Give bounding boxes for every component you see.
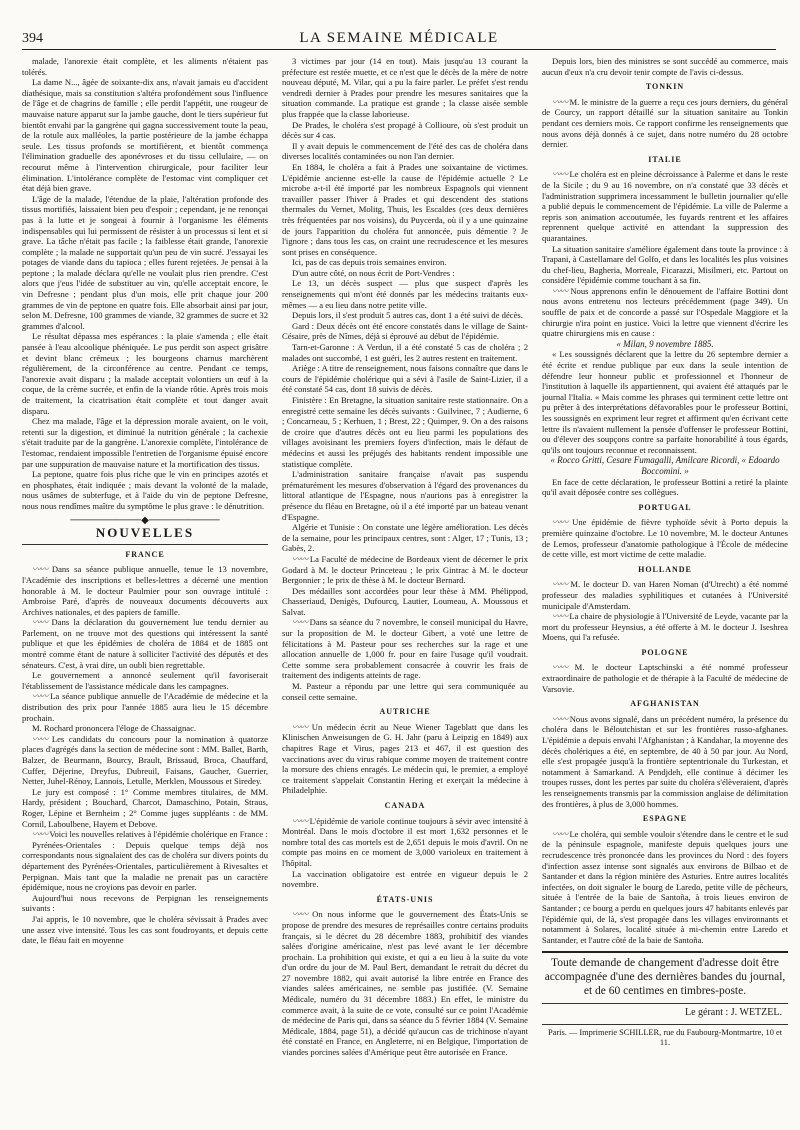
- column-middle: [282, 56, 528, 1130]
- news-mark-icon: 〰〰: [552, 169, 568, 180]
- paragraph: Chez ma malade, l'âge et la dépression morale avaient, on le voit, retenti sur la digestion, et diminué la nutrition générale ; la cachexie s'était traduite par de la gangrène. L'anorexie complète, l'intolérance de l'estomac, rendaient impossible l'entretien de l'organisme épuisé encore par une suppuration de mauvaise nature et la mortification des tissus.: [22, 416, 268, 469]
- address-change-notice: Toute demande de changement d'adresse doit être accompagnée d'une des dernières bandes du journal, et de 60 centimes en timbres-poste.: [544, 957, 786, 997]
- running-header: [22, 30, 776, 50]
- news-mark-icon: 〰〰: [292, 553, 308, 564]
- paragraph: La situation sanitaire s'améliore également dans toute la province : à Trapani, à Castellamare del Golfo, et dans les localités les plus voisines du chef-lieu, Bagheria, Morreale, Ficarazzi, Misilmeri, etc. Partout on considère l'épidémie comme touchant à sa fin.: [542, 243, 788, 286]
- paragraph: 〰〰 M. le ministre de la guerre a reçu ces jours derniers, du général de Courcy, un rapport détaillé sur la situation sanitaire au Tonkin pendant ces derniers mois. Ce rapport confirme les renseignements que nous avons déjà donnés à ce sujet, dans notre numéro du 28 octobre dernier.: [542, 96, 788, 150]
- news-mark-icon: 〰〰: [552, 713, 568, 724]
- paragraph: En 1884, le choléra a fait à Prades une soixantaine de victimes. L'épidémie ancienne est-elle la cause de l'épidémie actuelle ? Le microbe a-t-il été importé par les nombreux Espagnols qui viennent travailler passer l'hiver à Prades et qui descendent des stations thermales du Vernet, Molitg, Thuis, les Escaldes (ces deux dernières très fréquentées par nos voisins), du Puycerda, où il y a une quinzaine de jours l'apparition du choléra fut annoncée, puis démentie ? Je l'ignore ; dans tous les cas, on craint une recrudescence et les mesures sont prises en conséquence.: [282, 161, 528, 257]
- paragraph: En face de cette déclaration, le professeur Bottini a retiré la plainte qu'il avait déposée contre ses collègues.: [542, 476, 788, 498]
- paragraph: Le 13, un décès suspect — plus que suspect d'après les renseignements qui m'ont été donnés par les médecins traitants eux-mêmes — a eu lieu dans notre petite ville.: [282, 278, 528, 310]
- news-mark-icon: 〰〰: [552, 662, 568, 673]
- paragraph: 3 victimes par jour (14 en tout). Mais jusqu'au 13 courant la préfecture est restée muette, et ce n'est que le décès de la mère de notre nouveau député, M. Vilar, qui a pu la faire parler. Le préfet s'est rendu vendredi dernier à Prades pour prendre les mesures sanitaires que la situation commande. La pratique est grande ; la classe aisée semble plus frappée que la classe laborieuse.: [282, 56, 528, 119]
- letter-signatures: « Rocco Gritti, Cesare Fumagalli, Amilcare Ricordi, « Edoardo Boccomini. »: [550, 455, 780, 476]
- news-mark-icon: 〰〰: [32, 691, 48, 702]
- news-mark-icon: 〰〰: [32, 564, 48, 575]
- paragraph: M. Rochard prononcera l'éloge de Chassaignac.: [32, 723, 197, 734]
- heading-portugal: PORTUGAL: [638, 502, 692, 512]
- heading-italie: ITALIE: [648, 154, 682, 164]
- paragraph: Finistère : En Bretagne, la situation sanitaire reste stationnaire. On a enregistré cette semaine les décès suivants : Guilvinec, 7 ; Audierne, 6 ; Concarneau, 5 ; Kerhuen, 1 ; Brest, 22 ; Quimper, 9. On a des raisons de croire que d'autres décès ont eu lieu parmi les populations des villages avoisinant les premiers foyers d'infection, mais le défaut de médecins et aussi les préjugés des habitants rendent impossible une statistique complète.: [282, 395, 528, 469]
- paragraph: 〰〰 L'épidémie de variole continue toujours à sévir avec intensité à Montréal. Dans le mois d'octobre il est mort 1,632 personnes et le nombre total des cas mortels est de 2,651 depuis le mois d'avril. On ne compte pas moins en ce moment de 3,000 varioleux en traitement à l'hôpital.: [282, 815, 528, 868]
- paragraph: 〰〰 Dans la déclaration du gouvernement lue tendu dernier au Parlement, on ne trouve mot des questions qui intéressent la santé publique et que les épidémies de choléra de 1884 et de 1885 ont montré comme étant de nature à solliciter l'activité des députés et des sénateurs. C'est, à vrai dire, un oubli bien regrettable.: [22, 617, 268, 670]
- paragraph: Ariège : A titre de renseignement, nous faisons connaître que dans le cours de l'épidémie cholérique qui a sévi à l'asile de Saint-Lizier, il a été constaté 54 cas, dont 18 suivis de décès.: [282, 363, 528, 395]
- news-mark-icon: 〰〰: [292, 909, 308, 920]
- paragraph: 〰〰 Dans sa séance du 7 novembre, le conseil municipal du Havre, sur la proposition de M. le docteur Gibert, a voté une lettre de félicitations à M. Pasteur pour ses recherches sur la rage et une allocation annuelle de 1,000 fr. pour en faire l'usage qu'il voudrait. Cette somme sera probablement consacrée à couvrir les frais de traitement des indigents atteints de rage.: [282, 617, 528, 681]
- journal-title: LA SEMAINE MÉDICALE: [299, 30, 499, 46]
- column-right: [542, 56, 788, 1130]
- paragraph: 〰〰 Nous avons signalé, dans un précédent numéro, la présence du choléra dans le Béloutchistan et sur les frontières russo-afghanes. L'épidémie a depuis envahi l'Afghanistan ; à Kandahar, la moyenne des décès cholériques a été, en septembre, de 40 à 50 par jour. Au Nord, elle s'est propagée jusqu'à la frontière septentrionale du Turkestan, et notamment à Samarkand. A Pendjdeh, elle continue à décimer les troupes russes, dont les pertes par suite du choléra s'élèveraient, d'après les renseignements transmis par la commission anglaise de délimitation des frontières, à plus de 3,000 hommes.: [542, 713, 788, 809]
- news-mark-icon: 〰〰: [552, 828, 568, 839]
- paragraph: L'administration sanitaire française n'avait pas suspendu prématurément les mesures d'observation à l'égard des provenances du littoral atlantique de l'Espagne, nous n'aurions pas à enregistrer la présence du fléau en Bretagne, où il a été importé par un bateau venant d'Espagne.: [282, 469, 528, 522]
- paragraph: 〰〰 La chaire de physiologie à l'Université de Leyde, vacante par la mort du professeur Heynsius, a été offerte à M. le docteur J. Iseshrea Moens, qui l'a refusée.: [542, 611, 788, 643]
- page-number: 394: [22, 31, 43, 46]
- heading-canada: CANADA: [384, 800, 426, 810]
- news-mark-icon: 〰〰: [552, 517, 568, 528]
- paragraph: Le gouvernement a annoncé seulement qu'il favoriserait l'établissement de l'assistance médicale dans les campagnes.: [22, 670, 268, 691]
- news-mark-icon: 〰〰: [292, 721, 308, 732]
- paragraph: 〰〰 M. le docteur D. van Haren Noman (d'Utrecht) a été nommé professeur des maladies syphilitiques et cutanées à l'Université municipale d'Amsterdam.: [542, 579, 788, 611]
- paragraph: Depuis lors, il s'est produit 5 autres cas, dont 1 a été suivi de décès.: [292, 310, 523, 321]
- paragraph: 〰〰 Dans sa séance publique annuelle, tenue le 13 novembre, l'Académie des inscriptions et belles-lettres a décerné une mention honorable à M. le docteur Paulmier pour son ouvrage intitulé : Ambroise Paré, d'après de nouveaux documents découverts aux Archives nationales, et des papiers de famille.: [22, 564, 268, 617]
- paragraph: Algérie et Tunisie : On constate une légère amélioration. Les décès de la semaine, pour les principaux centres, sont : Alger, 17 ; Tunis, 13 ; Gabès, 2.: [282, 522, 528, 554]
- divider: [542, 1024, 788, 1025]
- text-columns: [22, 56, 788, 1130]
- section-title-nouvelles: NOUVELLES: [95, 525, 195, 541]
- heading-afghanistan: AFGHANISTAN: [630, 699, 700, 709]
- news-mark-icon: 〰〰: [32, 733, 48, 744]
- ornament-divider: ──────────◆──────────: [70, 514, 220, 526]
- paragraph: Depuis lors, bien des ministres se sont succédé au commerce, mais aucun d'eux n'a cru devoir tenir compte de l'avis ci-dessus.: [542, 56, 788, 77]
- paragraph: M. Pasteur a répondu par une lettre qui sera communiquée au conseil cette semaine.: [282, 681, 528, 702]
- news-mark-icon: 〰〰: [292, 617, 308, 628]
- gerant-line: Le gérant : J. WETZEL.: [684, 1007, 782, 1019]
- paragraph: Il y avait depuis le commencement de l'été des cas de choléra dans diverses localités contaminées ou non l'an dernier.: [282, 140, 528, 162]
- printer-imprint: Paris. — Imprimerie SCHILLER, rue du Faubourg-Montmartre, 10 et 11.: [547, 1027, 783, 1048]
- paragraph: 〰〰 Nous apprenons enfin le dénouement de l'affaire Bottini dont nous avons entretenu nos lecteurs précédemment (page 349). Un souffle de paix et de concorde a passé sur l'Ospedale Maggiore et la chirurgie n'ira point en justice. Voici la lettre que viennent d'écrire les quatre chirurgiens mis en cause :: [542, 285, 788, 339]
- paragraph: L'âge de la malade, l'étendue de la plaie, l'altération profonde des tissus mortifiés, laissaient bien peu d'espoir ; cependant, je ne renonçai pas à la lutte et je songeai à fournir à l'organisme les éléments indispensables qui lui permissent de résister à un processus si lent et si grave. La tâche n'était pas facile ; la faiblesse était grande, l'anorexie complète ; la malade ne supportait qu'un peu de vin sucré. J'essayai les potages de viande dans du tapioca ; elles furent rejetées. Je pensai à la peptone ; la malade déclara qu'elle ne voulait plus rien prendre. C'est alors que j'eus l'idée de substituer au vin, qu'elle acceptait encore, le vin Defresne ; pendant plus d'un mois, elle prit chaque jour 200 grammes de vin de peptone en quatre fois. Elle absorbait ainsi par jour, selon M. Defresne, 100 grammes de viande, 32 grammes de sucre et 32 grammes d'alcool.: [22, 193, 268, 331]
- paragraph: 〰〰 Les candidats du concours pour la nomination à quatorze places d'agrégés dans la section de médecine sont : MM. Ballet, Barth, Balzer, de Beurmann, Bourcy, Brault, Brissaud, Broca, Chauffard, Cuffer, Déjerine, Dreyfus, Dubreuil, Faisans, Gaucher, Guerrier, Netter, Juhel-Rénoy, Lannois, Letulle, Merklen, Moussous et Siredey.: [22, 733, 268, 787]
- letter-body: « Les soussignés déclarent que la lettre du 26 septembre dernier a été écrite et rendue publique par eux dans la seule intention de défendre leur honneur public et professionnel et l'honneur de l'institution à laquelle ils appartiennent, qui avaient été attaqués par le journal l'Italia. « Mais comme les phrases qui terminent cette lettre ont pu prêter à des interprétations défavorables pour le professeur Bottini, les soussignés en expriment leur regret et affirment qu'en écrivant cette lettre ils n'avaient nullement la pensée d'offenser le professeur Bottini, ou d'élever des soupçons contre sa parfaite honorabilité à tous égards, qu'ils ont toujours reconnue et reconnaissent.: [542, 349, 788, 455]
- paragraph: 〰〰 On nous informe que le gouvernement des États-Unis se propose de prendre des mesures de représailles contre certains produits français, si le décret du 28 décembre 1883, prohibitif des viandes salées d'origine américaine, n'est pas levé avant le 1er décembre prochain. La prohibition qui existe, et qui a eu lieu à la suite du vote d'un ordre du jour de M. Paul Bert, demandant le retrait du décret du 27 novembre 1882, qui avait autorisé la libre entrée en France des viandes salées américaines, ne semble pas justifiée. (V. Semaine Médicale, numéro du 31 décembre 1883.) En effet, le ministre du commerce avait, à la suite de ce vote, consulté sur ce point l'Académie de médecine de Paris qui, dans sa séance du 5 février 1884 (V. Semaine Médicale, 1884, page 51), a décidé qu'aucun cas de trichinose n'ayant été constaté en France, en Angleterre, ni en Belgique, l'importation de viandes porcines salées d'Amérique peut être autorisée en France.: [282, 909, 528, 1058]
- paragraph: J'ai appris, le 10 novembre, que le choléra sévissait à Prades avec une assez vive intensité. Tous les cas sont foudroyants, et depuis cette date, le fléau fait en moyenne: [22, 913, 268, 946]
- divider: [542, 1003, 788, 1004]
- heading-tonkin: TONKIN: [645, 82, 685, 92]
- column-left: [22, 56, 268, 1130]
- news-mark-icon: 〰〰: [32, 617, 48, 628]
- paragraph: Le résultat dépassa mes espérances : la plaie s'amenda ; elle était pansée à l'eau alcoolique phéniquée. Le pus perdit son aspect grisâtre et devint blanc crémeux ; les bourgeons charnus marchèrent régulièrement, de la circonférence au centre. Pendant ce temps, l'anorexie avait disparu ; la malade acceptait volontiers un œuf à la coque, de la crème sucrée, et enfin de la viande rôtie. Après trois mois de traitement, la cicatrisation était complète et tout danger avait disparu.: [22, 331, 268, 416]
- news-mark-icon: 〰〰: [552, 579, 568, 590]
- paragraph: 〰〰 Le choléra est en pleine décroissance à Palerme et dans le reste de la Sicile ; du 9 au 16 novembre, on n'a constaté que 33 décès et l'administration supprimera incessamment le bulletin journalier qu'elle a publié depuis le commencement de l'épidémie. La ville de Palerme a repris son animation accoutumée, les fuyards rentrent et les affaires reprennent quelque activité en attendant la suppression des quarantaines.: [542, 169, 788, 243]
- news-mark-icon: 〰〰: [552, 611, 568, 622]
- divider: [542, 951, 788, 953]
- heading-autriche: AUTRICHE: [379, 707, 431, 717]
- heading-espagne: ESPAGNE: [642, 814, 688, 824]
- heading-etats-unis: ÉTATS-UNIS: [376, 894, 434, 904]
- paragraph: 〰〰 M. le docteur Laptschinski a été nommé professeur extraordinaire de pathologie et de thérapie à la Faculté de médecine de Varsovie.: [542, 662, 788, 694]
- paragraph: 〰〰 La Faculté de médecine de Bordeaux vient de décerner le prix Godard à M. le docteur Princeteau ; le prix Gintrac à M. le docteur Bergonnier ; le prix de thèse à M. le docteur Bernard.: [282, 553, 528, 586]
- paragraph: 〰〰 La séance publique annuelle de l'Académie de médecine et la distribution des prix pour l'année 1885 aura lieu le 15 décembre prochain.: [22, 691, 268, 723]
- paragraph: 〰〰 Une épidémie de fièvre typhoïde sévit à Porto depuis la première quinzaine d'octobre. Le 10 novembre, M. le docteur Antunes de Lemos, professeur d'anatomie pathologique à l'École de médecine de cette ville, est mort victime de cette maladie.: [542, 517, 788, 560]
- news-mark-icon: 〰〰: [32, 829, 48, 840]
- heading-hollande: HOLLANDE: [638, 564, 692, 574]
- heading-pologne: POLOGNE: [641, 647, 689, 657]
- paragraph: 〰〰 Un médecin écrit au Neue Wiener Tageblatt que dans les Klinischen Anweisungen de G. H. Jahr (paru à Leipzig en 1849) aux chapitres Rage et Virus, pages 213 et 467, il est question des vaccinations avec du virus rabique comme moyen de traitement contre la morsure des chiens enragés. Le médecin qui, le premier, a employé ce traitement s'appelait Constantin Hering et exerçait la médecine à Philadelphie.: [282, 721, 528, 796]
- news-mark-icon: 〰〰: [552, 96, 568, 107]
- paragraph: La peptone, quatre fois plus riche que le vin en principes azotés et en phosphates, était indiquée ; mais devant la volonté de la malade, nous usâmes de subterfuge, et à l'aide du vin de peptone Defresne, nous nous rendîmes maître du symptôme le plus grave : le dénutrition.: [22, 469, 268, 511]
- paragraph: De Prades, le choléra s'est propagé à Collioure, où s'est produit un décès sur 4 cas.: [282, 119, 528, 141]
- paragraph: Des médailles sont accordées pour leur thèse à MM. Phélippod, Chasseriaud, Denigès, Dufourcq, Lautier, Loumeau, A. Moussous et Salvat.: [282, 585, 528, 617]
- paragraph: Le jury est composé : 1° Comme membres titulaires, de MM. Hardy, président ; Bouchard, Charcot, Damaschino, Potain, Straus, Roger, Lépine et Bernheim ; 2° Comme juges suppléants : de MM. Cornil, Laboulbene, Hayem et Debove.: [22, 786, 268, 829]
- paragraph: D'un autre côté, on nous écrit de Port-Vendres :: [292, 267, 455, 278]
- divider: [22, 544, 268, 545]
- paragraph: Gard : Deux décès ont été encore constatés dans le village de Saint-Césaire, près de Nîmes, déjà si éprouvé au début de l'épidémie.: [282, 320, 528, 342]
- paragraph: La vaccination obligatoire est entrée en vigueur depuis le 2 novembre.: [282, 868, 528, 890]
- paragraph: Ici, pas de cas depuis trois semaines environ.: [292, 257, 447, 268]
- paragraph: La dame N..., âgée de soixante-dix ans, n'avait jamais eu d'accident diathésique, mais sa constitution s'altéra profondément sous l'influence de l'âge et de chagrins de famille ; elle perdit l'appétit, une rougeur de mauvaise nature apparut sur la jambe gauche, dont le tiers supérieur fut bientôt envahi par la gangrène qui gagna successivement toute la peau, de la rotule aux malléoles, la partie postérieure de la jambe échappa seule. Les tissus profonds se mortifièrent, et bientôt commença l'élimination graduelle des aponévroses et du tissu cellulaire, — on recourut même à l'intervention chirurgicale, pour faciliter leur élimination. L'intolérance complète de l'estomac vint compliquer cet état déjà bien grave.: [22, 77, 268, 194]
- paragraph: Aujourd'hui nous recevons de Perpignan les renseignements suivants :: [22, 892, 268, 914]
- news-mark-icon: 〰〰: [552, 285, 568, 296]
- letter-date: « Milan, 9 novembre 1885.: [616, 338, 714, 349]
- paragraph: 〰〰 Le choléra, qui semble vouloir s'étendre dans le centre et le sud de la péninsule espagnole, manifeste depuis quelques jours une recrudescence très prononcée dans les provinces du Nord : des foyers d'infection assez intense sont signalés aux environs de Bilbao et de Santander et dans la région minière des Asturies. Entre autres localités infectées, on doit signaler le bourg de Laredo, petite ville de pêcheurs, située à l'entrée de la baie de Santoña, à trois lieues environ de Santander ; ce bourg a perdu en quelques jours 47 habitants enlevés par l'épidémie qui, de là, s'est propagée dans les villages environnants et notamment à Solares, localité située à mi-chemin entre Laredo et Santander, et l'autre côté de la baie de Santoña.: [542, 828, 788, 945]
- paragraph: Pyrénées-Orientales : Depuis quelque temps déjà nos correspondants nous signalaient des cas de choléra sur divers points du département des Pyrénées-Orientales, particulièrement à Rivesaltes et Perpignan. Mais tant que la maladie ne prenait pas un caractère épidémique, nous ne croyions pas devoir en parler.: [22, 839, 268, 893]
- paragraph: 〰〰 Voici les nouvelles relatives à l'épidémie cholérique en France :: [32, 829, 268, 840]
- paragraph: Tarn-et-Garonne : A Verdun, il a été constaté 5 cas de choléra ; 2 malades ont succombé, 1 est guéri, les 2 autres restent en traitement.: [282, 342, 528, 363]
- heading-france: FRANCE: [125, 549, 165, 559]
- paragraph: malade, l'anorexie était complète, et les aliments n'étaient pas tolérés.: [22, 56, 268, 77]
- news-mark-icon: 〰〰: [292, 815, 308, 826]
